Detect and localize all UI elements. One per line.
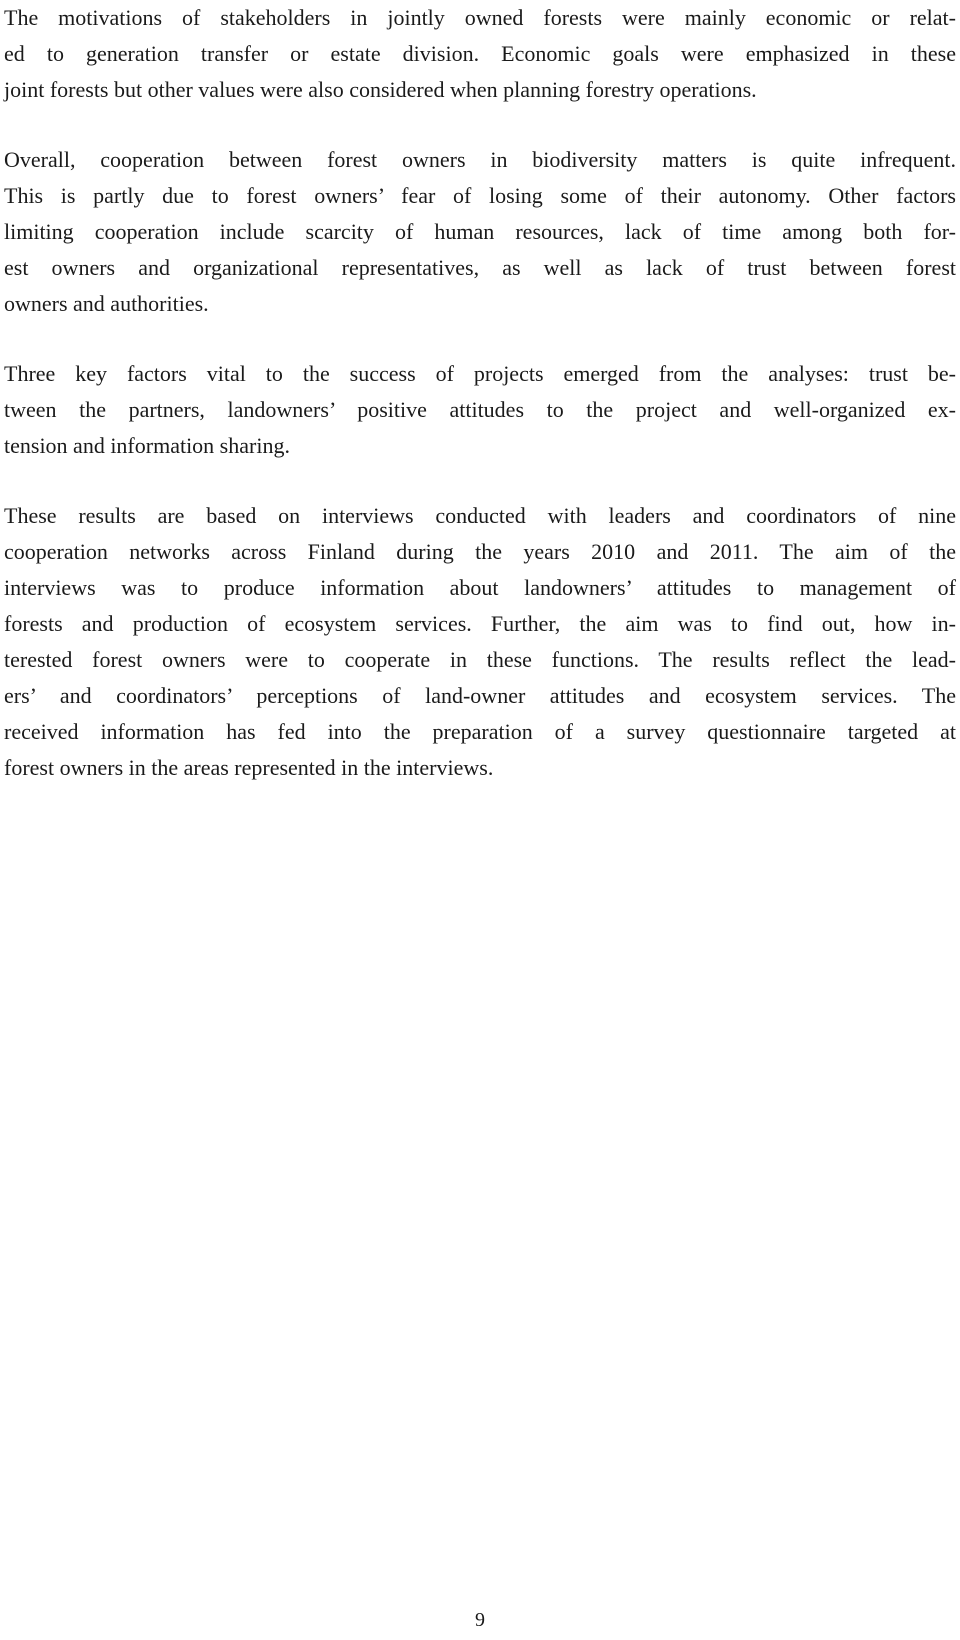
- document-page: [4, 0, 956, 1640]
- text-line: These results are based on interviews conducted with leaders and coordinators of nine: [4, 503, 956, 528]
- page-number: 9: [475, 1609, 485, 1631]
- text-line: terested forest owners were to cooperate in these functions. The results reflect the lead-: [4, 647, 956, 672]
- text-line: interviews was to produce information about landowners’ attitudes to management of: [4, 575, 956, 600]
- text-line: forests and production of ecosystem services. Further, the aim was to find out, how in-: [4, 611, 956, 636]
- text-line: tween the partners, landowners’ positive attitudes to the project and well-organized ex-: [4, 397, 956, 422]
- text-line: owners and authorities.: [4, 291, 209, 316]
- text-line: forest owners in the areas represented in the interviews.: [4, 755, 494, 780]
- text-line: Three key factors vital to the success of projects emerged from the analyses: trust be-: [4, 361, 956, 386]
- paragraph-cooperation: [4, 142, 956, 322]
- paragraph-results: [4, 498, 956, 786]
- text-line: limiting cooperation include scarcity of human resources, lack of time among both for-: [4, 219, 956, 244]
- text-line: cooperation networks across Finland during the years 2010 and 2011. The aim of the: [4, 539, 956, 564]
- text-line: ed to generation transfer or estate division. Economic goals were emphasized in these: [4, 41, 956, 66]
- body-text: [4, 0, 956, 786]
- text-line: The motivations of stakeholders in jointly owned forests were mainly economic or relat-: [4, 5, 956, 30]
- text-line: joint forests but other values were also considered when planning forestry operations.: [4, 77, 757, 102]
- text-line: This is partly due to forest owners’ fear of losing some of their autonomy. Other factors: [4, 183, 956, 208]
- text-line: tension and information sharing.: [4, 433, 290, 458]
- text-line: ers’ and coordinators’ perceptions of land-owner attitudes and ecosystem services. The: [4, 683, 956, 708]
- text-line: received information has fed into the preparation of a survey questionnaire targeted at: [4, 719, 956, 744]
- text-line: Overall, cooperation between forest owners in biodiversity matters is quite infrequent.: [4, 147, 956, 172]
- paragraph-motivations: [4, 0, 956, 108]
- text-line: est owners and organizational representatives, as well as lack of trust between forest: [4, 255, 956, 280]
- paragraph-key-factors: [4, 356, 956, 464]
